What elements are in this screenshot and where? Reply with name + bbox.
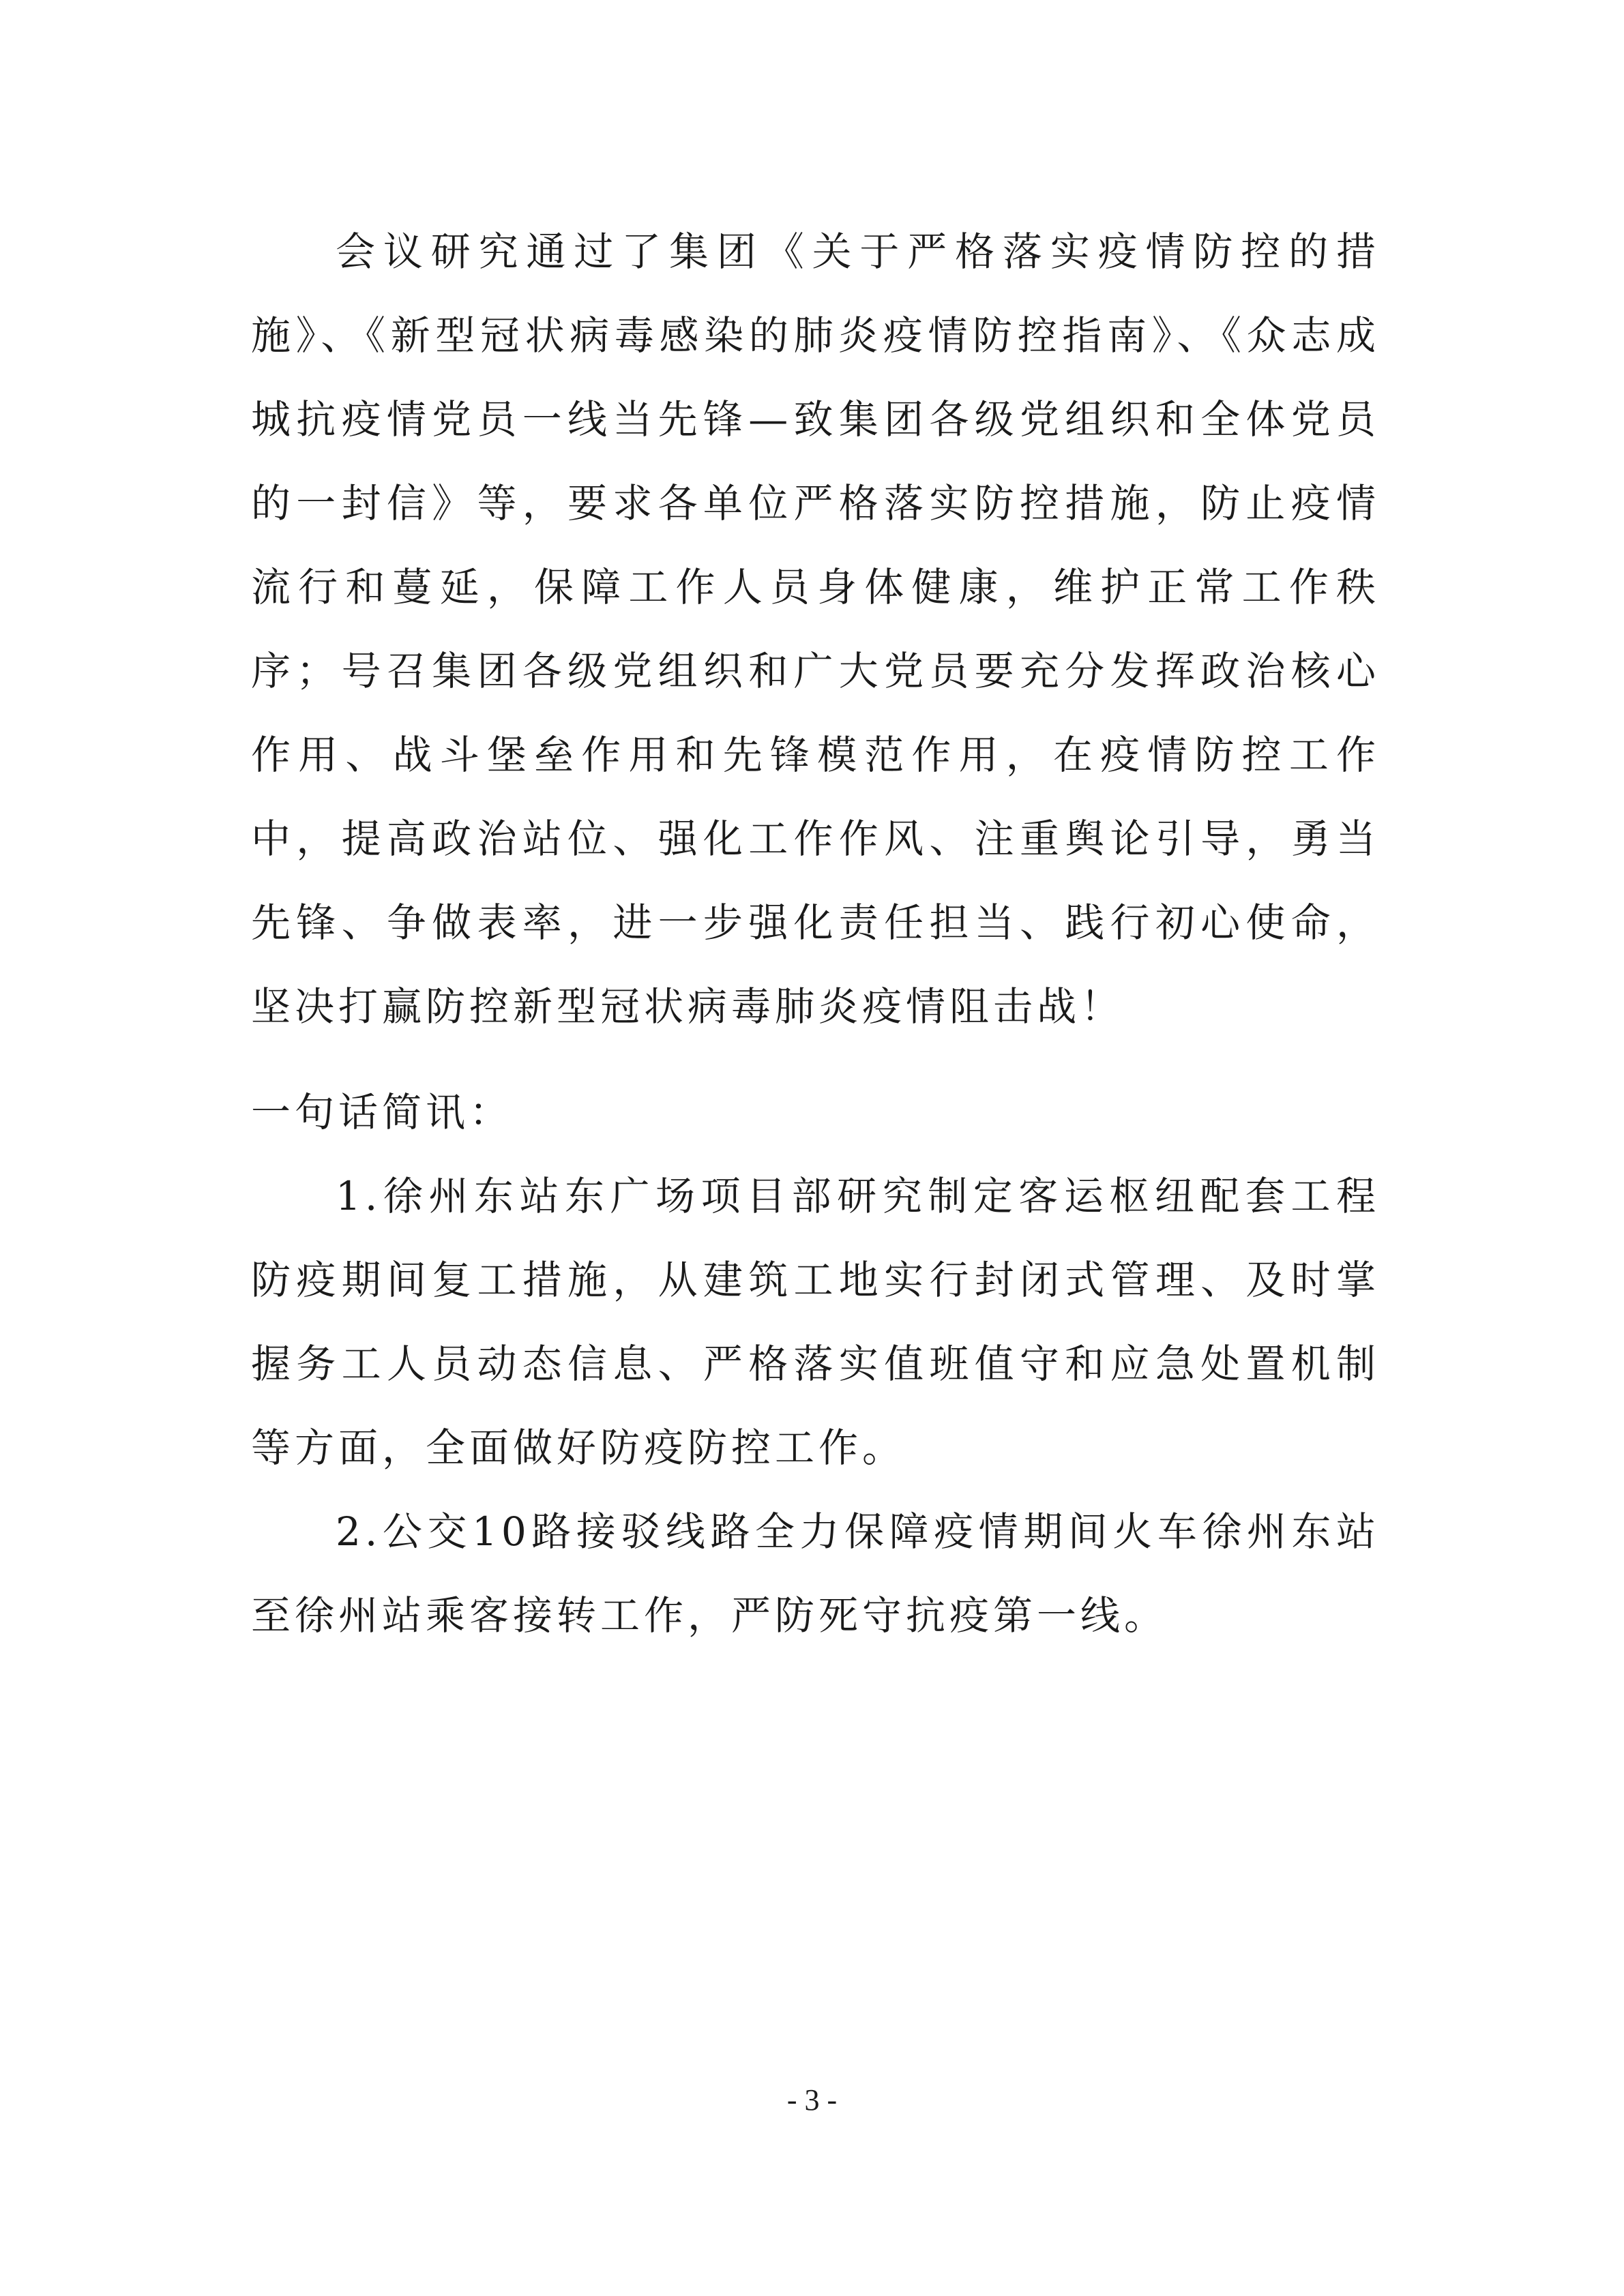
news-item-1: 1.徐州东站东广场项目部研究制定客运枢纽配套工程防疫期间复工措施，从建筑工地实行封闭式管理、及时掌握务工人员动态信息、严格落实值班值守和应急处置机制等方面，全面做好防疫防控工作。 xyxy=(251,1173,1380,1471)
section-heading: 一句话简讯： xyxy=(251,1089,514,1135)
page-number: - 3 - xyxy=(786,2083,838,2117)
news-item-2: 2.公交10路接驳线路全力保障疫情期间火车徐州东站至徐州站乘客接转工作，严防死守抗疫第一线。 xyxy=(251,1508,1380,1639)
meeting-paragraph: 会议研究通过了集团《关于严格落实疫情防控的措施》、《新型冠状病毒感染的肺炎疫情防控指南》、《众志成城抗疫情党员一线当先锋—致集团各级党组织和全体党员的一封信》等，要求各单位严格落实防控措施，防止疫情流行和蔓延，保障工作人员身体健康，维护正常工作秩序；号召集团各级党组织和广大党员要充分发挥政治核心作用、战斗堡垒作用和先锋模范作用，在疫情防控工作中，提高政治站位、强化工作作风、注重舆论引导，勇当先锋、争做表率，进一步强化责任担当、践行初心使命，坚决打赢防控新型冠状病毒肺炎疫情阻击战！ xyxy=(251,228,1380,1030)
document-body xyxy=(251,210,1380,1658)
